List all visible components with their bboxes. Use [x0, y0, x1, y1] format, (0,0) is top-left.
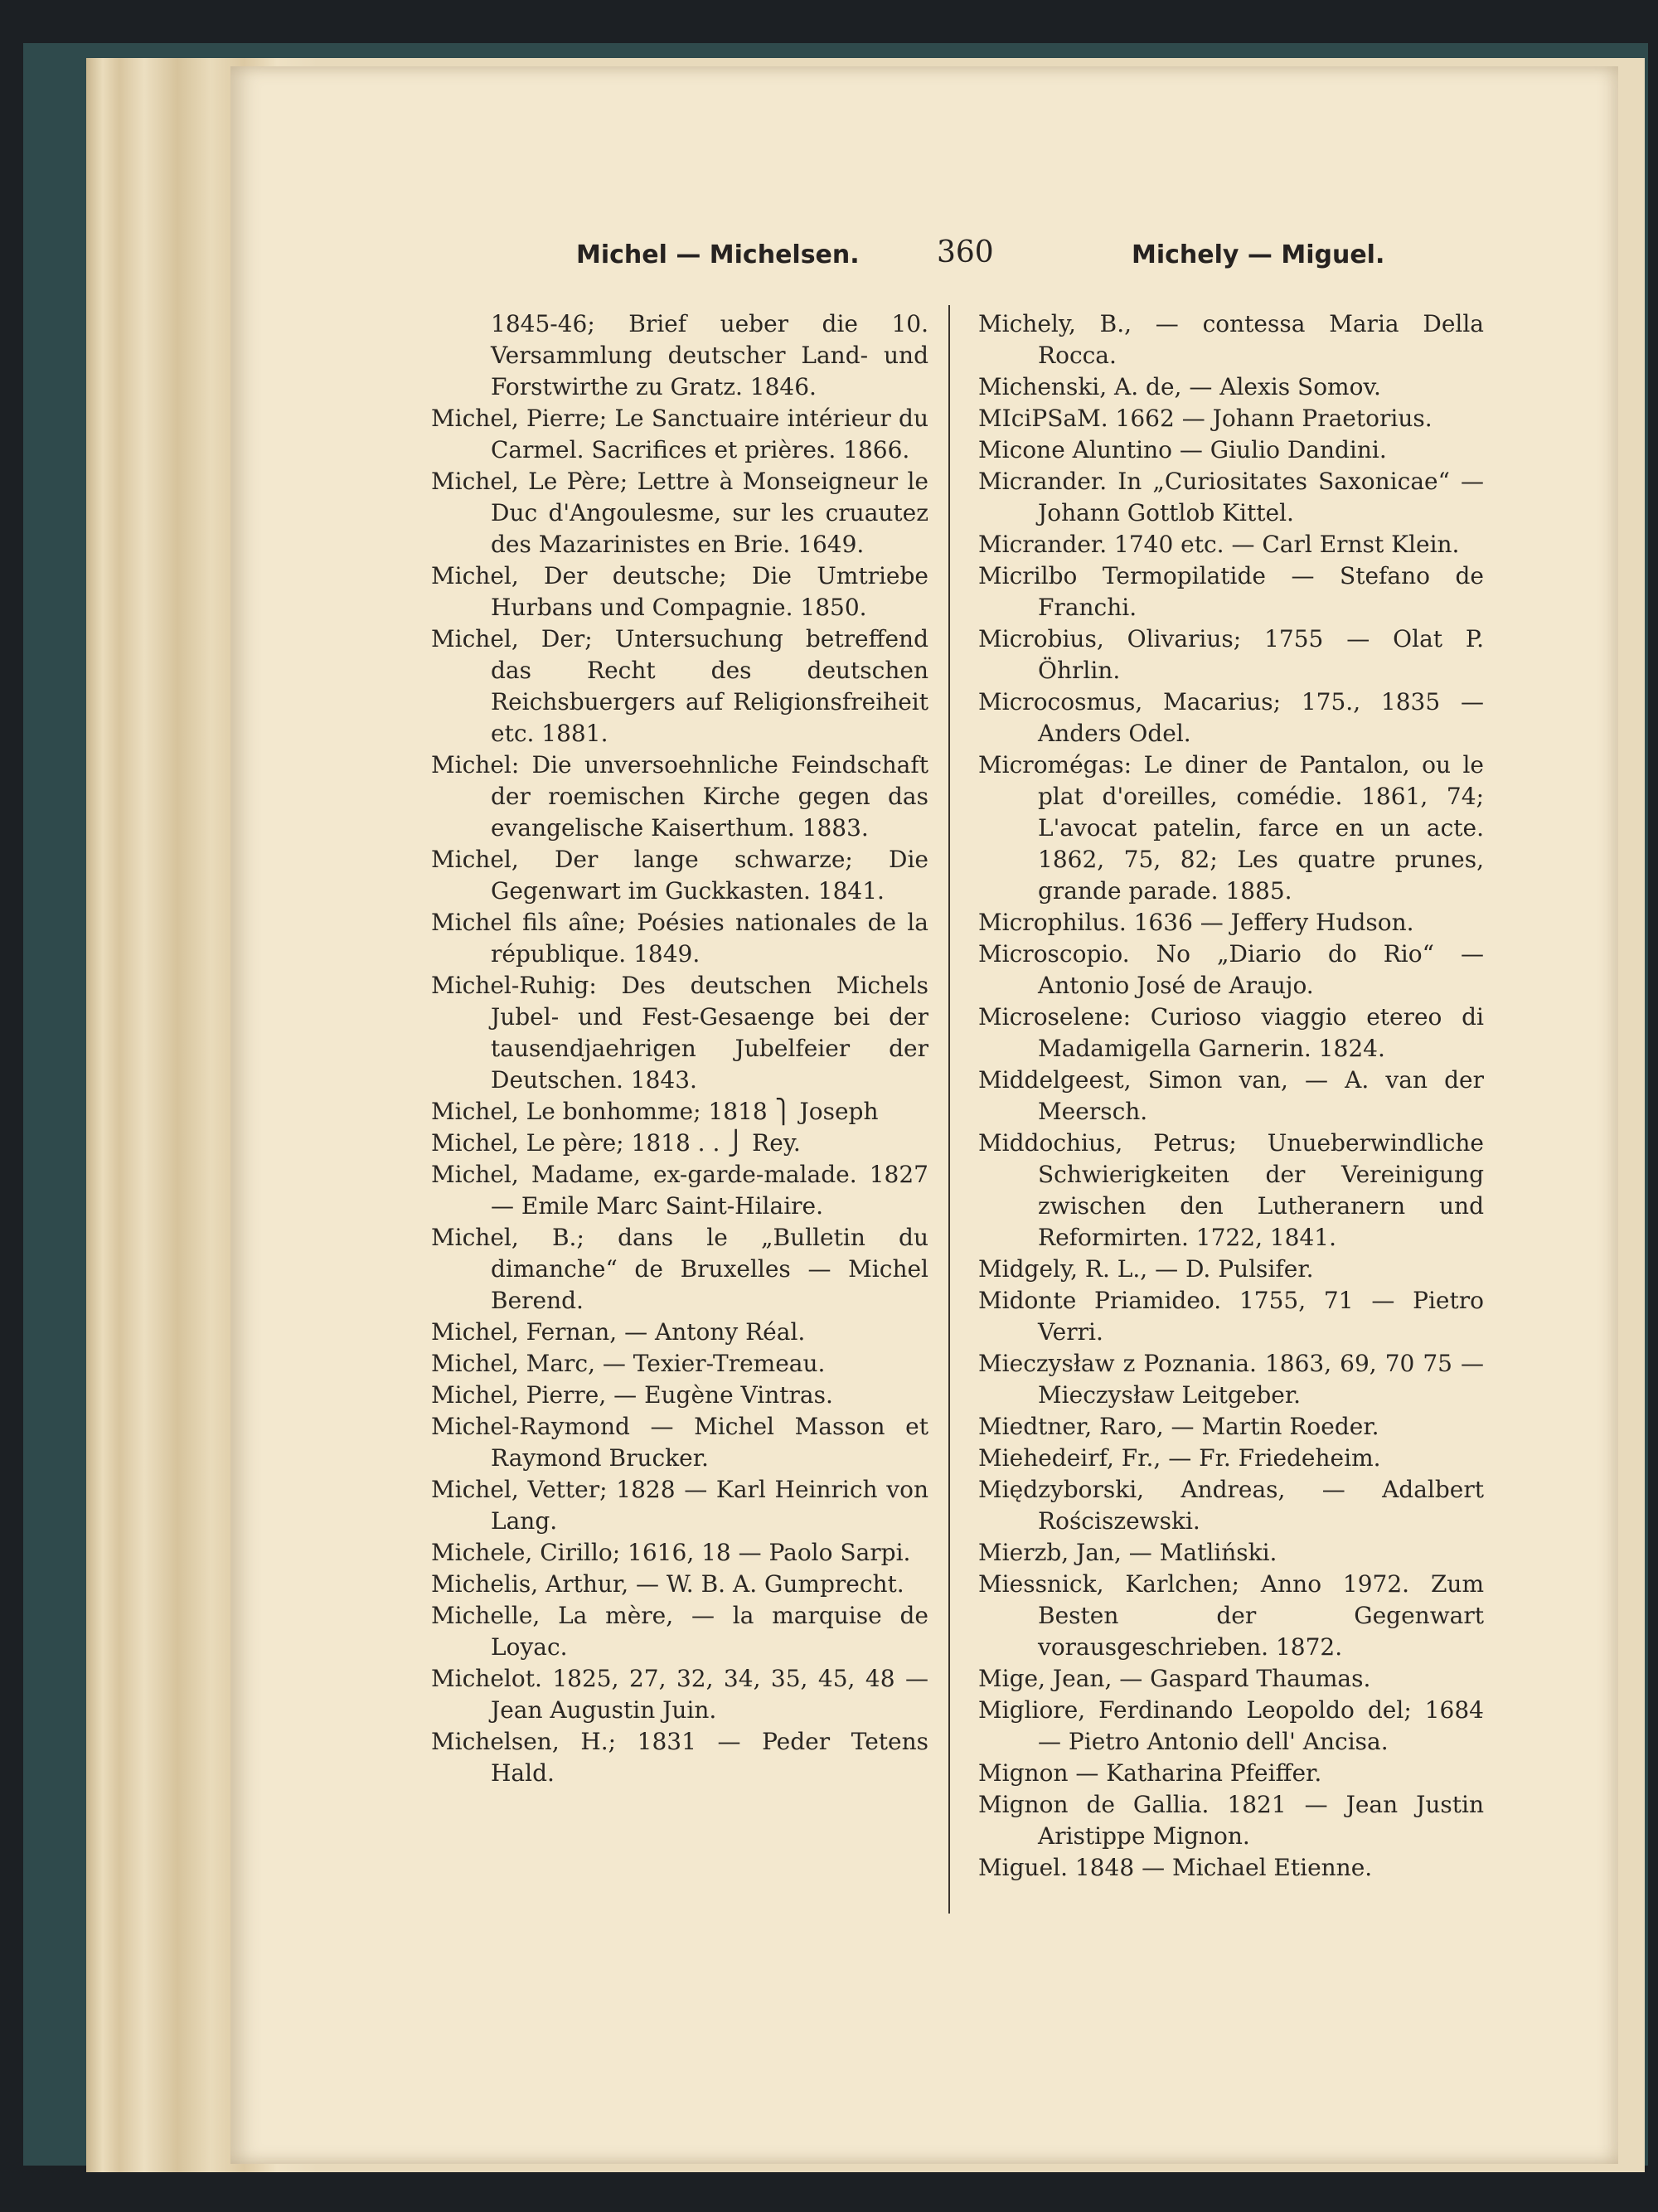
- entry: MIciPSaM. 1662 — Johann Praetorius.: [978, 405, 1433, 432]
- entry: Middelgeest, Simon van, — A. van der Meersch.: [978, 1066, 1484, 1125]
- entry: Michel, Pierre; Le Sanctuaire intérieur du Carmel. Sacrifices et prières. 1866.: [431, 405, 928, 463]
- entry: Michel-Raymond — Michel Masson et Raymond Brucker.: [431, 1413, 928, 1472]
- entry: Micrander. In „Curiositates Saxonicae“ — Johann Gottlob Kittel.: [978, 468, 1484, 526]
- entry: Michelle, La mère, — la marquise de Loyac.: [431, 1602, 928, 1661]
- entry: Mignon de Gallia. 1821 — Jean Justin Aristippe Mignon.: [978, 1791, 1484, 1850]
- entry: Michel, Pierre, — Eugène Vintras.: [431, 1381, 833, 1409]
- left-column: [431, 308, 928, 1789]
- entry: Micromégas: Le diner de Pantalon, ou le plat d'oreilles, comédie. 1861, 74; L'avocat patelin, farce en un acte. 1862, 75, 82; Les quatre prunes, grande parade. 1885.: [978, 751, 1484, 905]
- entry: Miedtner, Raro, — Martin Roeder.: [978, 1413, 1379, 1440]
- entry: Michel, Le père; 1818 . . ⎭ Rey.: [431, 1129, 801, 1157]
- entry: Midgely, R. L., — D. Pulsifer.: [978, 1255, 1314, 1283]
- entry: 1845-46; Brief ueber die 10. Versammlung deutscher Land- und Forstwirthe zu Gratz. 1846.: [491, 310, 928, 400]
- entry: Miessnick, Karlchen; Anno 1972. Zum Besten der Gegenwart vorausgeschrieben. 1872.: [978, 1570, 1484, 1661]
- entry: Michel fils aîne; Poésies nationales de la république. 1849.: [431, 909, 928, 968]
- entry: Microcosmus, Macarius; 175., 1835 — Anders Odel.: [978, 688, 1484, 747]
- entry: Mignon — Katharina Pfeiffer.: [978, 1759, 1322, 1787]
- entry: Mierzb, Jan, — Matliński.: [978, 1539, 1277, 1566]
- entry: Międzyborski, Andreas, — Adalbert Rościszewski.: [978, 1476, 1484, 1535]
- entry: Microbius, Olivarius; 1755 — Olat P. Öhrlin.: [978, 625, 1484, 684]
- entry: Michel, Le Père; Lettre à Monseigneur le Duc d'Angoulesme, sur les cruautez des Mazarinistes en Brie. 1649.: [431, 468, 928, 558]
- entry: Michel, B.; dans le „Bulletin du dimanche“ de Bruxelles — Michel Berend.: [431, 1224, 928, 1314]
- entry: Microselene: Curioso viaggio etereo di Madamigella Garnerin. 1824.: [978, 1003, 1484, 1062]
- entry: Michel-Ruhig: Des deutschen Michels Jubel- und Fest-Gesaenge bei der tausendjaehrigen Jubelfeier der Deutschen. 1843.: [431, 972, 928, 1094]
- entry: Michel, Der deutsche; Die Umtriebe Hurbans und Compagnie. 1850.: [431, 562, 928, 621]
- page-number: 360: [937, 235, 994, 269]
- entry: Michel, Fernan, — Antony Réal.: [431, 1318, 806, 1346]
- entry: Michelot. 1825, 27, 32, 34, 35, 45, 48 — Jean Augustin Juin.: [431, 1665, 928, 1724]
- entry: Michel, Der lange schwarze; Die Gegenwart im Guckkasten. 1841.: [431, 846, 928, 905]
- running-head-right: Michely — Miguel.: [1132, 240, 1385, 269]
- entry: Michel: Die unversoehnliche Feindschaft der roemischen Kirche gegen das evangelische Kaiserthum. 1883.: [431, 751, 928, 842]
- entry: Micrilbo Termopilatide — Stefano de Franchi.: [978, 562, 1484, 621]
- entry: Middochius, Petrus; Unueberwindliche Schwierigkeiten der Vereinigung zwischen den Lutheranern und Reformirten. 1722, 1841.: [978, 1129, 1484, 1251]
- entry: Midonte Priamideo. 1755, 71 — Pietro Verri.: [978, 1287, 1484, 1346]
- entry: Michenski, A. de, — Alexis Somov.: [978, 373, 1381, 400]
- entry: Michely, B., — contessa Maria Della Rocca.: [978, 310, 1484, 369]
- entry: Mige, Jean, — Gaspard Thaumas.: [978, 1665, 1371, 1692]
- entry: Michelsen, H.; 1831 — Peder Tetens Hald.: [431, 1728, 928, 1787]
- entry: Michel, Marc, — Texier-Tremeau.: [431, 1350, 826, 1377]
- column-rule: [948, 305, 950, 1914]
- entry: Micrander. 1740 etc. — Carl Ernst Klein.: [978, 531, 1460, 558]
- entry: Michele, Cirillo; 1616, 18 — Paolo Sarpi.: [431, 1539, 911, 1566]
- entry: Microphilus. 1636 — Jeffery Hudson.: [978, 909, 1414, 936]
- entry: Microscopio. No „Diario do Rio“ — Antonio José de Araujo.: [978, 940, 1484, 999]
- entry: Migliore, Ferdinando Leopoldo del; 1684 — Pietro Antonio dell' Ancisa.: [978, 1696, 1484, 1755]
- entry: Mieczysław z Poznania. 1863, 69, 70 75 — Mieczysław Leitgeber.: [978, 1350, 1484, 1409]
- entry: Michel, Madame, ex-garde-malade. 1827 — Emile Marc Saint-Hilaire.: [431, 1161, 928, 1220]
- entry: Michel, Der; Untersuchung betreffend das Recht des deutschen Reichsbuergers auf Religionsfreiheit etc. 1881.: [431, 625, 928, 747]
- right-column: [978, 308, 1484, 1884]
- running-head-left: Michel — Michelsen.: [576, 240, 860, 269]
- entry: Michel, Le bonhomme; 1818 ⎫ Joseph: [431, 1098, 879, 1125]
- entry: Michelis, Arthur, — W. B. A. Gumprecht.: [431, 1570, 904, 1598]
- entry: Miguel. 1848 — Michael Etienne.: [978, 1854, 1373, 1881]
- entry: Micone Aluntino — Giulio Dandini.: [978, 436, 1387, 463]
- entry: Michel, Vetter; 1828 — Karl Heinrich von Lang.: [431, 1476, 928, 1535]
- entry: Miehedeirf, Fr., — Fr. Friedeheim.: [978, 1444, 1381, 1472]
